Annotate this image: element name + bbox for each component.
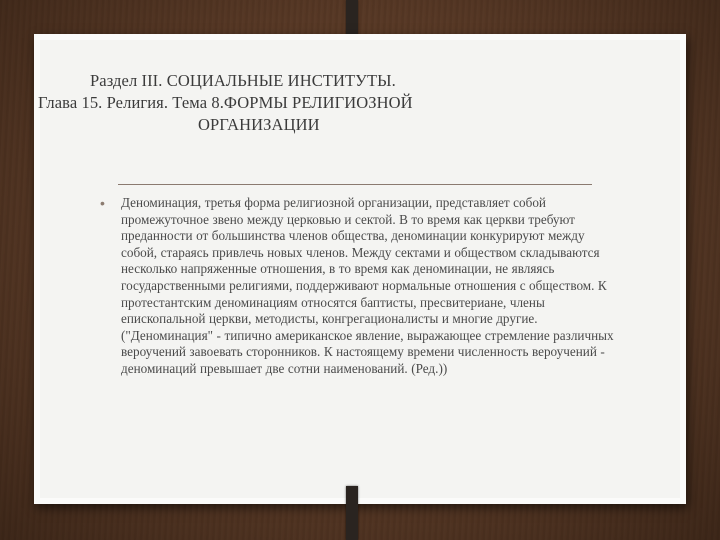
bottom-pin [346, 486, 358, 540]
title-line-3: ОРГАНИЗАЦИИ [198, 115, 320, 134]
bullet-icon: • [100, 195, 105, 211]
title-line-1: Раздел III. СОЦИАЛЬНЫЕ ИНСТИТУТЫ. [90, 71, 396, 90]
title-divider [118, 184, 592, 185]
slide-title [38, 70, 558, 136]
title-line-2: Глава 15. Религия. Тема 8.ФОРМЫ РЕЛИГИОЗНОЙ [38, 93, 413, 112]
bullet-text: Деноминация, третья форма религиозной организации, представляет собой промежуточное звено между церковью и сектой. В то время как церкви требуют преданности от большинства членов общества, деноминации конкурируют между собой, стараясь привлечь новых членов. Между сектами и обществом складываются несколько напряженные отношения, в то время как деноминации, не являясь государственными религиями, поддерживают нормальные отношения с обществом. К протестантским деноминациям относятся баптисты, пресвитериане, члены епископальной церкви, методисты, конгрегационалисты и многие другие.("Деноминация" - типично американское явление, выражающее стремление различных вероучений завоевать сторонников. К настоящему времени численность вероучений - деноминаций превышает две сотни наименований. (Ред.)) [121, 195, 614, 376]
